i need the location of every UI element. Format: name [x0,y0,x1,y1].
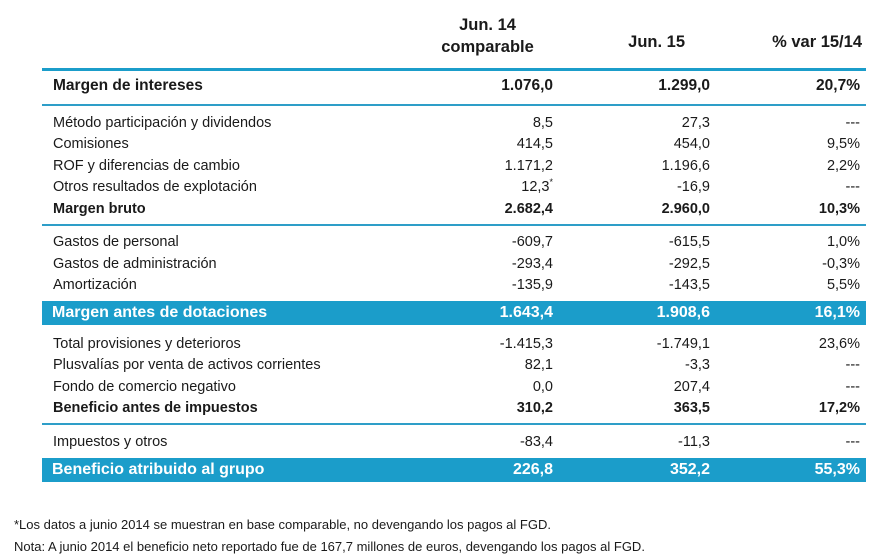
table-row [42,232,866,254]
value-jun14 [422,136,553,152]
value-jun15: 363,5 [673,400,710,417]
value-var: 2,2% [826,157,860,174]
value-jun15: 1.196,6 [661,157,710,174]
value-jun15: -143,5 [668,277,710,294]
value-jun14-text: 12,3 [521,179,550,196]
column-header-var: % var 15/14 [772,33,862,51]
value-var: 1,0% [826,234,860,251]
value-jun15: 207,4 [673,378,710,395]
table-row [42,398,866,420]
value-jun15: 352,2 [669,460,710,478]
value-var: --- [845,179,860,196]
row-label: Comisiones [53,136,129,153]
value-jun15: -3,3 [685,357,710,374]
value-var: 9,5% [826,136,860,153]
row-label: Plusvalías por venta de activos corrientes [53,357,321,374]
row-label: Margen bruto [53,200,146,217]
value-jun14 [422,379,553,395]
value-var: 23,6% [818,335,860,352]
value-jun15: -615,5 [668,234,710,251]
row-label: Amortización [53,277,137,294]
table-header [42,6,866,58]
value-jun14 [422,434,553,450]
value-jun15: 1.908,6 [656,304,710,321]
value-jun14 [422,158,553,174]
value-jun14-text: -83,4 [519,433,553,450]
table-row [42,431,866,453]
row-label: Fondo de comercio negativo [53,378,236,395]
table-row [42,112,866,134]
row-label: Impuestos y otros [53,433,168,450]
value-jun14 [422,77,553,95]
value-jun14 [422,400,553,416]
row-label: ROF y diferencias de cambio [53,157,240,174]
value-jun14 [422,234,553,250]
table-row [42,301,866,325]
row-label: Gastos de administración [53,255,217,272]
value-jun15: 2.960,0 [661,200,710,217]
value-jun15: 27,3 [681,114,710,131]
table-row [42,355,866,377]
table-row [42,253,866,275]
row-label: Otros resultados de explotación [53,179,257,196]
value-jun15: -11,3 [678,433,710,450]
value-jun14 [422,201,553,217]
table-row [42,376,866,398]
table-row [42,134,866,156]
value-jun14 [422,304,553,322]
value-var: 16,1% [814,304,860,321]
row-label: Beneficio atribuido al grupo [52,460,265,478]
row-label: Margen antes de dotaciones [52,304,268,321]
column-header-line1: Jun. 14 [459,16,516,34]
value-jun14 [422,357,553,373]
table-row [42,177,866,199]
value-var: -0,3% [822,255,860,272]
value-var: --- [845,433,860,450]
table-row [42,71,866,100]
value-jun14-text: 310,2 [516,400,553,417]
section-divider-rule [42,423,866,425]
value-jun14-text: 1.076,0 [501,76,553,94]
value-jun15: -292,5 [668,255,710,272]
value-jun14-text: -1.415,3 [499,335,553,352]
value-jun14-text: 226,8 [512,460,553,478]
value-jun14 [422,277,553,293]
value-var: --- [845,114,860,131]
value-var: 20,7% [816,76,860,94]
column-header-jun15: Jun. 15 [628,33,685,51]
value-jun14-text: -135,9 [511,277,553,294]
value-jun15: -16,9 [676,179,710,196]
row-label: Margen de intereses [53,76,203,94]
value-var: --- [845,357,860,374]
value-jun15: 1.299,0 [658,76,710,94]
value-jun15: -1.749,1 [656,335,710,352]
footnote-comparable: *Los datos a junio 2014 se muestran en base comparable, no devengando los pagos al FGD. [14,516,551,532]
value-jun14-text: -293,4 [511,255,553,272]
footnotes [14,514,881,555]
table-row [42,198,866,220]
footnote-marker: * [549,177,553,188]
table-body [42,71,866,482]
value-jun14 [422,256,553,272]
table-row [42,458,866,482]
value-jun14-text: 82,1 [524,357,553,374]
value-jun14 [422,336,553,352]
row-label: Beneficio antes de impuestos [53,400,258,417]
row-label: Método participación y dividendos [53,114,272,131]
value-jun14 [422,179,553,195]
table-row [42,275,866,297]
row-label: Gastos de personal [53,234,179,251]
section-divider-rule [42,224,866,226]
footnote-nota: Nota: A junio 2014 el beneficio neto reportado fue de 167,7 millones de euros, devengando los pagos al FGD. [14,538,645,554]
value-var: 17,2% [818,400,860,417]
value-var: 10,3% [818,200,860,217]
value-jun14-text: 414,5 [516,136,553,153]
value-var: 5,5% [826,277,860,294]
value-var: 55,3% [814,460,860,478]
value-jun14-text: 2.682,4 [504,200,553,217]
value-jun14-text: 1.643,4 [499,304,553,321]
column-header-line2: comparable [441,38,534,56]
value-jun14-text: 8,5 [532,114,553,131]
value-jun14-text: -609,7 [511,234,553,251]
column-header-jun14-comparable [422,14,553,58]
value-jun14 [422,461,553,479]
value-jun14-text: 0,0 [532,378,553,395]
value-jun14 [422,115,553,131]
value-jun15: 454,0 [673,136,710,153]
section-divider-rule [42,104,866,106]
table-row [42,333,866,355]
row-label: Total provisiones y deterioros [53,335,241,352]
value-jun14-text: 1.171,2 [504,157,553,174]
table-row [42,155,866,177]
financial-table [42,6,866,482]
value-var: --- [845,378,860,395]
